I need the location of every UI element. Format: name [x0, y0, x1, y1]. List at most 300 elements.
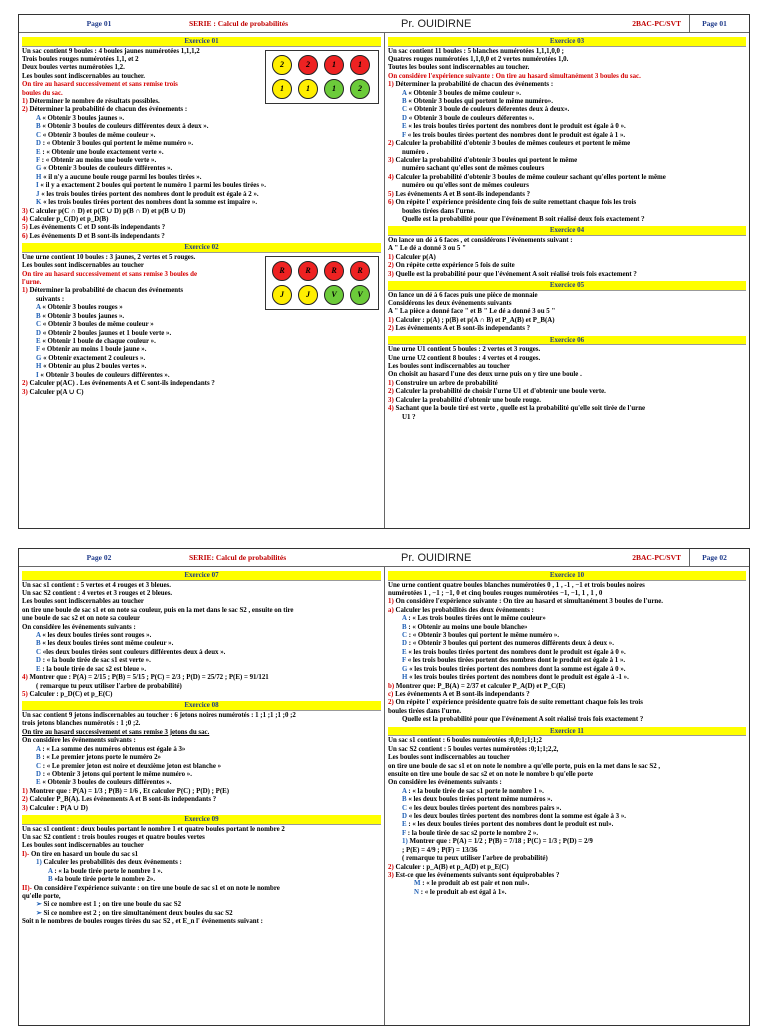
event-letter: D	[36, 657, 41, 665]
text-line: Trois boules rouges numérotées 1,1, et 2	[22, 55, 139, 63]
question-text: Est-ce que les événements suivants sont équiprobables ?	[395, 871, 560, 879]
text-line	[388, 838, 746, 846]
event-letter: F	[402, 829, 406, 837]
text-line: Deux boules vertes numérotées 1,2.	[22, 64, 125, 72]
question-text: Sachant que la boule tiré est verte , quelle est la probabilité qu'elle soit tirée de l'urne	[395, 405, 646, 413]
event-text: « Obtenir 3 boule de couleurs déferentes deux à deux».	[408, 106, 570, 114]
event-text: « les trois boules tirées portent des nombres dont la somme est impaire ».	[43, 199, 258, 207]
text-line	[22, 115, 381, 123]
question-text: Calculer : p_D(C) et p_E(C)	[29, 691, 113, 699]
text-line: Les boules sont indiscernables au toucher	[22, 262, 144, 270]
text-line	[388, 805, 746, 813]
text-line	[22, 140, 381, 148]
text-line	[388, 864, 746, 872]
text-line: on tire une boule de sac s1 et on note sa couleur, puis en la met dans le sac S2 , ensuite on tire	[22, 606, 294, 614]
text-line	[388, 649, 746, 657]
question-number: 4)	[388, 173, 394, 181]
event-letter: C	[36, 648, 41, 656]
text-line	[388, 397, 746, 405]
text-line: une boule de sac s2 et on note sa couleur	[22, 615, 141, 623]
page-header	[19, 15, 749, 33]
text-line: boules tirées dans l'urne.	[402, 207, 476, 215]
event-letter: B	[402, 98, 407, 106]
event-letter: ➢	[36, 901, 42, 909]
text-line: numéro .	[402, 148, 429, 156]
text-line	[22, 805, 381, 813]
text-line	[22, 771, 381, 779]
event-letter: C	[36, 321, 41, 329]
question-text: Construire un arbre de probabilité	[395, 379, 498, 387]
question-text: Déterminer la probabilité de chacun des événements :	[395, 81, 554, 89]
text-line: Un sac S2 contient : 4 vertes et 3 rouges et 2 bleues.	[22, 589, 173, 597]
question-text: Déterminer la probabilité de chacun des événements	[29, 287, 184, 295]
text-line	[388, 140, 746, 148]
text-line	[388, 254, 746, 262]
text-line	[22, 191, 381, 199]
event-text: : « Obtenir 3 boules qui portent le même numéro ».	[42, 140, 194, 148]
event-letter: B	[36, 640, 41, 648]
text-line	[22, 640, 381, 648]
text-line	[388, 657, 746, 665]
page-number: Page 01	[86, 19, 112, 28]
event-text: « Obtenir 3 boules jaunes ».	[42, 312, 125, 320]
ball-yellow: J	[272, 285, 292, 305]
event-text: « il y a exactement 2 boules qui portent le numéro 1 parmi les boules tirées ».	[40, 182, 266, 190]
event-letter: C	[402, 106, 407, 114]
event-letter: F	[36, 346, 40, 354]
ball-green: V	[324, 285, 344, 305]
ball-red: R	[298, 261, 318, 281]
question-number: 2)	[388, 388, 394, 396]
question-text: Calculer : P(A ∪ D)	[29, 804, 88, 812]
event-text: « Obtenir 3 boules de couleurs différentes deux à deux ».	[42, 123, 209, 131]
text-line	[22, 632, 381, 640]
event-text: : « Obtenir une boule exactement verte ».	[42, 148, 164, 156]
question-number: 5)	[22, 224, 28, 232]
text-line	[388, 880, 746, 888]
event-letter: B	[36, 754, 41, 762]
event-text: « Obtenir 3 boules de même couleur »	[42, 321, 154, 329]
question-number: 4)	[22, 674, 28, 682]
event-letter: 1)	[402, 838, 408, 846]
question-text: Calculer la probabilité d'obtenir 3 boules de même couleur sachant qu'elles portent le même	[395, 173, 666, 181]
text-line: On tire au hasard successivement et sans remise 3 boules de	[22, 270, 198, 278]
author-name: Pr. OUIDIRNE	[401, 551, 472, 564]
event-text: « Obtenir 3 boules qui portent le même numéro».	[408, 98, 553, 106]
ball-green: 2	[350, 79, 370, 99]
event-letter: E	[402, 648, 407, 656]
event-letter: A	[402, 787, 407, 795]
exercise-title: Exercice 09	[22, 815, 381, 825]
text-line	[22, 363, 381, 371]
event-text: « Obtenir au moins 1 boule jaune ».	[41, 346, 147, 354]
text-line: qu'elle porte,	[22, 892, 61, 900]
event-text: « les trois boules tirées portent des nombres dont le produit est égale à -1 ».	[409, 674, 629, 682]
event-text: : la boule tirée de sac s2 est bleue ».	[42, 665, 147, 673]
text-line	[22, 380, 381, 388]
text-line	[22, 346, 381, 354]
ball-green: 1	[324, 79, 344, 99]
question-text: Montrer que : P(A) = 1/3 ; P(B) = 1/6 , Et calculer P(C) ; P(D) ; P(E)	[29, 787, 230, 795]
event-letter: I	[36, 371, 39, 379]
page-number-right: Page 02	[689, 549, 739, 566]
text-line	[22, 199, 381, 207]
event-letter: A	[48, 867, 53, 875]
text-line	[388, 262, 746, 270]
question-number: 1)	[22, 287, 28, 295]
event-letter: D	[36, 140, 41, 148]
event-letter: E	[402, 821, 407, 829]
event-letter: A	[36, 745, 41, 753]
event-text: : « Obtenir 3 boules qui portent le même numéro ».	[408, 632, 560, 640]
text-line	[22, 355, 381, 363]
text-line	[388, 632, 746, 640]
text-line	[388, 598, 746, 606]
event-text: « les trois boules tirées portent des nombres dont la somme est égale à 0 ».	[409, 665, 626, 673]
question-text: On répète l' expérience présidente cinq fois de suite remettant chaque fois les trois	[395, 199, 637, 207]
event-text: : « le produit ab est pair et non nul».	[422, 880, 530, 888]
event-letter: E	[36, 779, 41, 787]
event-text: «la boule tirée porte le nombre 2».	[54, 876, 156, 884]
serie-title: SERIE : Calcul de probabilités	[189, 19, 289, 28]
event-text: « il n'y a aucune boule rouge parmi les boules tirées ».	[43, 173, 202, 181]
question-number: 1)	[388, 81, 394, 89]
event-text: « Obtenir 3 boules de couleurs différentes ».	[43, 165, 173, 173]
text-line	[388, 174, 746, 182]
text-line: ( remarque tu peux utiliser l'arbre de probabilité)	[402, 855, 548, 863]
event-text: : « Obtenir au moins une boule verte ».	[41, 157, 157, 165]
question-text: Les événements A et B sont-ils independants ?	[395, 691, 530, 699]
event-text: « Obtenir 2 boules jaunes et 1 boule verte ».	[42, 329, 172, 337]
event-letter: C	[402, 804, 407, 812]
text-line	[388, 640, 746, 648]
question-text: Les événements D et B sont-ils independants ?	[29, 232, 165, 240]
event-letter: E	[402, 123, 407, 131]
text-line: ensuite on tire une boule de sac s2 et on note le nombre b qu'elle porte	[388, 770, 594, 778]
text-line: Quelle est la probabilité pour que l'événement B soit réalisé deux fois exactement ?	[402, 215, 645, 223]
question-text: Les événements C et D sont-ils independants ?	[29, 224, 166, 232]
event-letter: A	[402, 615, 407, 623]
text-line: Les boules sont indiscernables au toucher	[388, 363, 510, 371]
event-letter: B	[36, 123, 41, 131]
text-line	[22, 149, 381, 157]
question-number: 1)	[388, 253, 394, 261]
text-line	[388, 81, 746, 89]
text-line	[22, 182, 381, 190]
event-text: « Obtenir 3 boules rouges »	[42, 304, 123, 312]
text-line	[22, 224, 381, 232]
event-letter: K	[36, 199, 42, 207]
event-letter: D	[36, 770, 41, 778]
text-line: On tire au hasard successivement et sans remise 3 jetons du sac.	[22, 728, 210, 736]
text-line: On considère les événements suivants :	[22, 737, 136, 745]
question-number: 2)	[22, 380, 28, 388]
event-text: « les deux boules tirées portent même numéros ».	[408, 796, 553, 804]
exercise-title: Exercice 03	[388, 37, 746, 47]
text-line	[388, 788, 746, 796]
text-line: Les boules sont indiscernables au toucher	[22, 598, 144, 606]
event-text: « Obtenir 3 boules de couleurs différentes ».	[40, 371, 170, 379]
event-letter: A	[36, 114, 41, 122]
question-number: b)	[388, 682, 395, 690]
text-line: Un sac s1 contient : 5 vertes et 4 rouges et 3 bleues.	[22, 581, 171, 589]
event-letter: G	[402, 665, 408, 673]
question-number: II)-	[22, 884, 32, 892]
text-line	[22, 98, 261, 106]
event-letter: N	[414, 888, 419, 896]
question-number: 1)	[22, 787, 28, 795]
ball-green: V	[350, 285, 370, 305]
text-line	[388, 157, 746, 165]
text-line: On tire au hasard successivement et sans remise trois	[22, 81, 178, 89]
question-text: Calculer P_B(A). Les événements A et B sont-ils independants ?	[29, 796, 217, 804]
event-letter: B	[48, 876, 53, 884]
question-number: 5)	[388, 190, 394, 198]
text-line: on tire une boule de sac s1 et on note le nombre a qu'elle porte, puis en la met dans le sac S2 ,	[388, 762, 661, 770]
question-text: Déterminer le nombre de résultats possibles.	[29, 98, 160, 106]
text-line: Considérons les deux événements suivants	[388, 299, 512, 307]
event-text: : « la boule tirée de sac s1 est verte ».	[42, 657, 151, 665]
event-letter: E	[36, 665, 41, 673]
question-number: 6)	[388, 199, 394, 207]
text-line	[22, 763, 381, 771]
event-text: « les trois boules tirées portent des nombres dont le produit est égale à 1 ».	[407, 131, 626, 139]
exercise-title: Exercice 10	[388, 571, 746, 581]
text-line: Une urne contient quatre boules blanches numérotées 0 , 1 , -1 , −1 et trois boules noires	[388, 581, 645, 589]
event-text: « Obtenir 1 boule de chaque couleur ».	[42, 337, 156, 345]
text-line	[388, 325, 746, 333]
question-number: 2)	[388, 262, 394, 270]
event-text: : « la boule tirée porte le nombre 1 ».	[54, 867, 163, 875]
question-number: 3)	[22, 388, 28, 396]
text-line	[388, 405, 746, 413]
question-text: Calculer la probabilité de choisir l'urne U1 et d'obtenir une boule verte.	[395, 388, 606, 396]
text-line	[22, 174, 381, 182]
text-line: Un sac contient 9 boules : 4 boules jaunes numérotées 1,1,1,2	[22, 47, 200, 55]
text-line	[22, 321, 381, 329]
event-text: Montrer que : P(A) = 1/2 ; P(B) = 7/18 ; P(C) = 1/3 ; P(D) = 2/9	[409, 838, 593, 846]
question-text: Calculer : p(A) ; p(B) et p(A ∩ B) et P_A(B) et P_B(A)	[395, 316, 555, 324]
text-line: A " La pièce a donné face " et B " Le dé a donné 3 ou 5 "	[388, 308, 556, 316]
event-letter: H	[36, 173, 42, 181]
question-number: 1)	[22, 98, 28, 106]
right-column	[384, 567, 749, 1025]
event-text: « Obtenir 3 boules de même couleur ».	[408, 89, 522, 97]
event-letter: A	[402, 89, 407, 97]
text-line	[22, 330, 381, 338]
text-line: suivants :	[36, 295, 65, 303]
text-line	[388, 271, 746, 279]
text-line: U1 ?	[402, 413, 416, 421]
text-line: On choisit au hasard l'une des deux urne puis on y tire une boule .	[388, 371, 582, 379]
event-text: «les deux boules tirées sont couleurs différentes deux à deux ».	[42, 648, 226, 656]
text-line: boules du sac.	[22, 89, 63, 97]
event-text: « les trois boules tirées portent des nombres dont le produit est égale à 2 ».	[41, 190, 259, 198]
question-number: 1)	[388, 379, 394, 387]
text-line	[22, 106, 381, 114]
event-text: « les deux boules tirées sont même couleur ».	[42, 640, 174, 648]
text-line	[388, 872, 746, 880]
event-text: : « La somme des numéros obtenus est égale à 3»	[42, 745, 186, 753]
text-line	[22, 691, 381, 699]
text-line: Une urne contient 10 boules : 3 jaunes, 2 vertes et 5 rouges.	[22, 253, 196, 261]
question-text: Les événements A et B sont-ils independants ?	[395, 190, 531, 198]
text-line: Un sac S2 contient : trois boules rouges et quatre boules vertes	[22, 833, 205, 841]
event-letter: F	[402, 131, 406, 139]
event-letter: ➢	[36, 909, 42, 917]
event-text: « les trois boules tirées portent des nombres dont le produit est égale à 1 ».	[407, 657, 626, 665]
text-line	[388, 115, 746, 123]
question-number: 1)	[388, 316, 394, 324]
ball-red: 1	[324, 55, 344, 75]
event-letter: G	[36, 354, 42, 362]
text-line	[388, 90, 746, 98]
text-line: Un sac s1 contient : 6 boules numérotées :0,0;1;1;1;2	[388, 737, 542, 745]
text-line	[388, 106, 746, 114]
exercise-title: Exercice 08	[22, 701, 381, 711]
question-number: 2)	[22, 796, 28, 804]
event-text: « les deux boules tirées portent des nombres dont la somme est égale à 3 ».	[408, 813, 627, 821]
text-line	[22, 851, 381, 859]
text-line	[22, 372, 381, 380]
event-text: : « Les trois boules tirées ont le même couleur»	[408, 615, 546, 623]
question-number: c)	[388, 691, 394, 699]
page-01	[18, 14, 750, 529]
question-number: 4)	[388, 405, 394, 413]
text-line: Quelle est la probabilité pour que l'événement A soit réalisé trois fois exactement ?	[402, 716, 644, 724]
event-letter: C	[36, 762, 41, 770]
serie-title: SERIE: Calcul de probabilités	[189, 553, 287, 562]
left-column	[19, 567, 384, 1025]
question-number: 2)	[388, 863, 394, 871]
event-text: : « le produit ab est égal à 1».	[420, 888, 507, 896]
text-line	[388, 683, 746, 691]
text-line	[22, 885, 381, 893]
text-line	[388, 796, 746, 804]
exercise-title: Exercice 05	[388, 281, 746, 291]
question-text: C alculer p(C ∩ D) et p(C ∪ D) p(B ∩ D) et p(B ∪ D)	[29, 207, 186, 215]
text-line: On lance un dé à 6 faces , et considérons l'événements suivant :	[388, 236, 573, 244]
text-line	[388, 691, 746, 699]
question-text: Calculer p(A)	[395, 253, 436, 261]
text-line	[22, 338, 381, 346]
text-line: trois jetons blanches numérotés : 1 ;0 ;2.	[22, 720, 141, 728]
event-text: Si ce nombre est 1 ; on tire une boule du sac S2	[43, 901, 182, 909]
question-text: On répète l' expérience présidente quatre fois de suite remettant chaque fois les trois	[395, 699, 643, 707]
question-number: I)-	[22, 850, 30, 858]
question-number: 3)	[22, 804, 28, 812]
text-line	[22, 233, 381, 241]
event-text: « Obtenir 3 boules de couleurs différentes ».	[42, 779, 172, 787]
text-line: ; P(E) = 4/9 ; P(F) = 13/36	[402, 846, 478, 854]
text-line	[388, 813, 746, 821]
page-02	[18, 548, 750, 1026]
event-letter: A	[36, 632, 41, 640]
text-line	[22, 754, 381, 762]
question-text: Calculer p(A̅C) . Les événements A et C sont-ils independants ?	[29, 380, 215, 388]
ball-red: R	[324, 261, 344, 281]
event-text: « les trois boules tirées portent des nombres dont le produit est égale à 0 ».	[408, 648, 626, 656]
text-line	[22, 216, 381, 224]
question-text: Montrer que: P_B(A) = 2/37 et calculer P_A(D) et P_C(E)	[395, 682, 566, 690]
text-line	[22, 157, 381, 165]
event-letter: C	[36, 131, 41, 139]
text-line: Soit n le nombres de boules rouges tirées du sac S2 , et E_n l' événements suivant :	[22, 918, 263, 926]
event-text: : « Le premier jeton est noire et deuxième jeton est blanche »	[42, 762, 222, 770]
balls-illustration	[265, 256, 379, 310]
question-number: 6)	[22, 232, 28, 240]
text-line: Les boules sont indiscernables au toucher	[22, 842, 144, 850]
text-line	[22, 788, 381, 796]
text-line	[22, 389, 381, 397]
question-text: Calculer la probabilité d'obtenir une boule rouge.	[395, 396, 542, 404]
question-number: a)	[388, 606, 394, 614]
question-number: 5)	[22, 691, 28, 699]
event-text: « Obtenir 3 boules de même couleur ».	[42, 131, 156, 139]
ball-red: R	[350, 261, 370, 281]
ball-red: R	[272, 261, 292, 281]
text-line: Toutes les boules sont indiscernables au toucher.	[388, 64, 530, 72]
question-text: Calculer p_C(D) et p_D(B)	[29, 215, 109, 223]
text-line	[388, 666, 746, 674]
event-text: « les deux boules tirées portent des nombres pairs ».	[408, 804, 562, 812]
event-text: : « Obtenir au moins une boule blanche»	[408, 623, 528, 631]
event-text: : « la boule tirée de sac s1 porte le nombre 1 ».	[408, 787, 544, 795]
text-line	[388, 607, 746, 615]
question-number: 4)	[22, 215, 28, 223]
text-line	[388, 889, 746, 897]
text-line	[22, 901, 381, 909]
text-line	[388, 674, 746, 682]
event-text: Calculer les probabilités des deux événements :	[43, 859, 182, 867]
event-letter: C	[402, 632, 407, 640]
event-letter: E	[36, 337, 41, 345]
text-line: A " Le dé a donné 3 ou 5 "	[388, 245, 466, 253]
text-line: l'urne.	[22, 279, 42, 287]
event-letter: G	[36, 165, 42, 173]
text-line: Une urne U1 contient 5 boules : 2 vertes et 3 rouges.	[388, 346, 541, 354]
question-number: 1)	[388, 598, 394, 606]
text-line	[22, 313, 381, 321]
text-line: Une urne U2 contient 8 boules : 4 vertes et 4 rouges.	[388, 354, 541, 362]
question-number: 2)	[22, 106, 28, 114]
question-number: 3)	[388, 871, 394, 879]
exercise-title: Exercice 07	[22, 571, 381, 581]
question-text: Les événements A et B sont-ils independants ?	[395, 325, 531, 333]
text-line	[22, 666, 381, 674]
text-line: Un sac S2 contient : 5 boules vertes numérotées :0;1;1;2,2,	[388, 745, 559, 753]
question-number: 3)	[22, 207, 28, 215]
text-line: On considère les événements suivants :	[22, 623, 136, 631]
text-line	[22, 859, 381, 867]
event-letter: B	[36, 312, 41, 320]
ball-yellow: J	[298, 285, 318, 305]
event-text: « Obtenir 3 boules jaunes ».	[42, 114, 125, 122]
event-letter: H	[36, 363, 42, 371]
question-number: 3)	[388, 270, 394, 278]
question-text: Calculer les probabilités des deux événements :	[395, 606, 534, 614]
event-letter: A	[36, 304, 41, 312]
event-letter: F	[36, 157, 40, 165]
balls-illustration	[265, 50, 379, 104]
text-line: Un sac contient 11 boules : 5 blanches numérotées 1,1,1,0,0 ;	[388, 47, 564, 55]
event-letter: E	[36, 148, 41, 156]
text-line	[22, 132, 381, 140]
question-number: 2)	[388, 325, 394, 333]
question-number: 2)	[388, 699, 394, 707]
question-text: Quelle est la probabilité pour que l'événement A soit réalisé trois fois exactement ?	[395, 270, 637, 278]
text-line	[22, 876, 381, 884]
